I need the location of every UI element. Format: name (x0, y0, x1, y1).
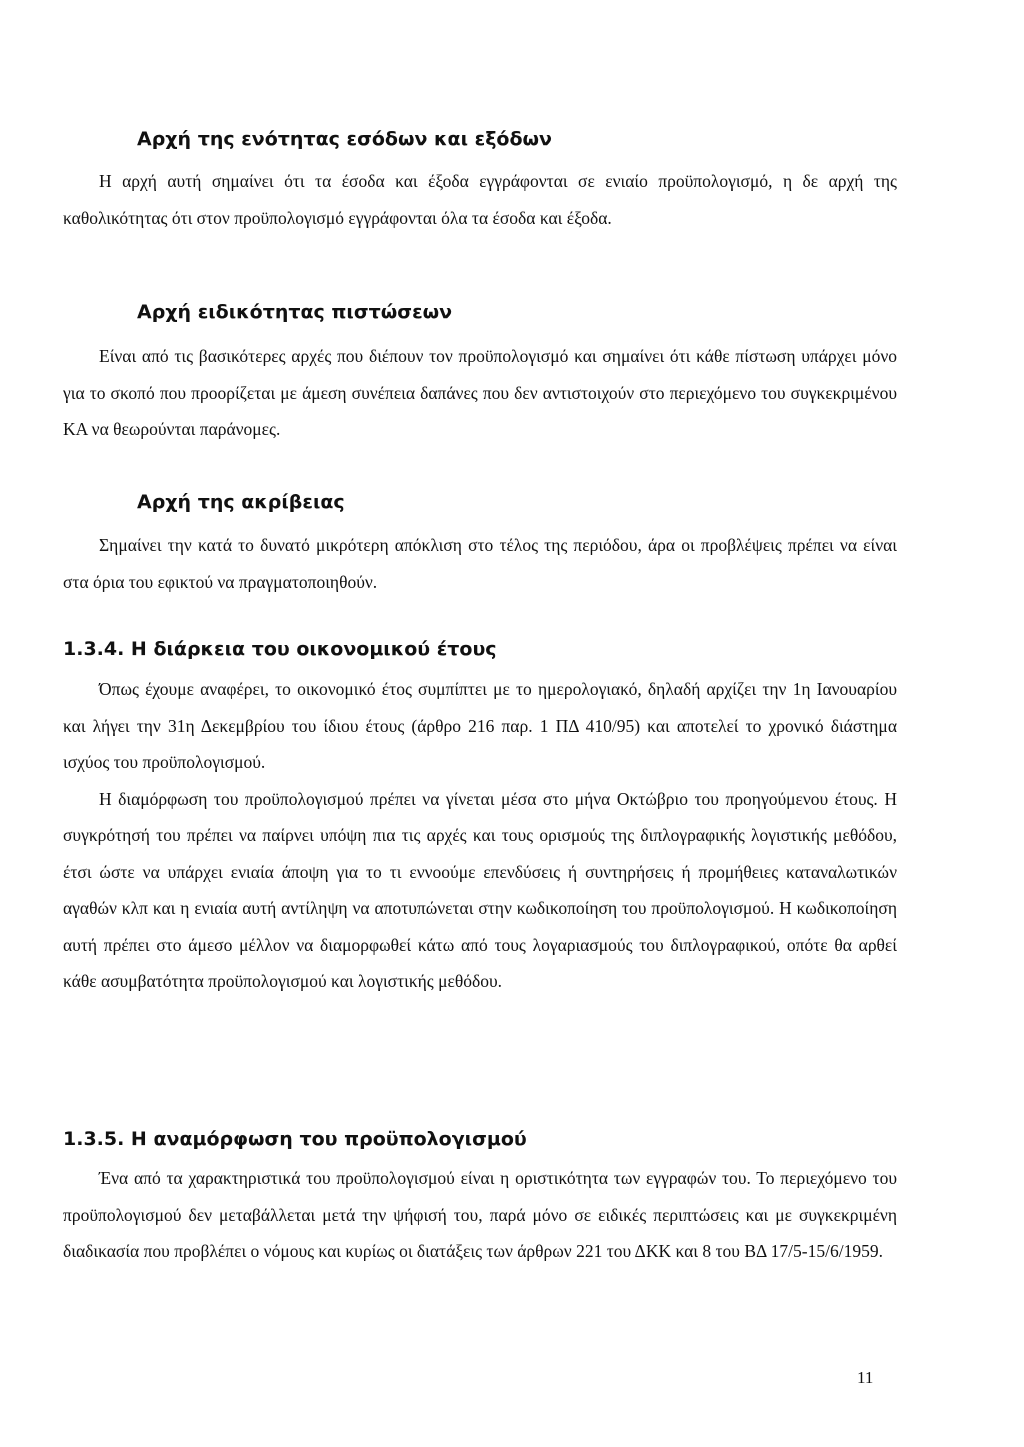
section-heading: 1.3.4. Η διάρκεια του οικονομικού έτους (63, 638, 497, 660)
page-number: 11 (857, 1368, 874, 1387)
section-heading: Αρχή της ενότητας εσόδων και εξόδων (137, 128, 552, 150)
section-heading: 1.3.5. Η αναμόρφωση του προϋπολογισμού (63, 1128, 527, 1150)
paragraph: Ένα από τα χαρακτηριστικά του προϋπολογισμού είναι η οριστικότητα των εγγραφών του. Το περιεχόμενο του προϋπολογισμού δεν μεταβάλλεται μετά την ψήφισή του, παρά μόνο σε ειδικές περιπτώσεις και με συγκεκριμένη διαδικασία που προβλέπει ο νόμους και κυρίως οι διατάξεις των άρθρων 221 του ΔΚΚ και 8 του ΒΔ 17/5-15/6/1959. (63, 1168, 897, 1261)
paragraph: Η διαμόρφωση του προϋπολογισμού πρέπει να γίνεται μέσα στο μήνα Οκτώβριο του προηγούμενου έτους. Η συγκρότησή του πρέπει να παίρνει υπόψη πια τις αρχές και τους ορισμούς της διπλογραφικής λογιστικής μεθόδου, έτσι ώστε να υπάρχει ενιαία άποψη για το τι εννοούμε επενδύσεις ή συντηρήσεις ή προμήθειες καταναλωτικών αγαθών κλπ και η ενιαία αυτή αντίληψη να αποτυπώνεται στην κωδικοποίηση του προϋπολογισμού. Η κωδικοποίηση αυτή πρέπει στο άμεσο μέλλον να διαμορφωθεί κάτω από τους λογαριασμούς του διπλογραφικού, οπότε θα αρθεί κάθε ασυμβατότητα προϋπολογισμού και λογιστικής μεθόδου. (63, 788, 897, 991)
paragraph: Σημαίνει την κατά το δυνατό μικρότερη απόκλιση στο τέλος της περιόδου, άρα οι προβλέψεις πρέπει να είναι στα όρια του εφικτού να πραγματοποιηθούν. (63, 535, 897, 592)
paragraph: Όπως έχουμε αναφέρει, το οικονομικό έτος συμπίπτει με το ημερολογιακό, δηλαδή αρχίζει την 1η Ιανουαρίου και λήγει την 31η Δεκεμβρίου του ίδιου έτους (άρθρο 216 παρ. 1 ΠΔ 410/95) και αποτελεί το χρονικό διάστημα ισχύος του προϋπολογισμού. (63, 679, 897, 772)
section-reform (63, 1127, 897, 1151)
section-fiscal-year-body (63, 671, 897, 1000)
section-specificity-body (63, 338, 897, 448)
section-accuracy-body (63, 527, 897, 600)
section-accuracy (137, 490, 897, 514)
section-specificity (137, 300, 897, 324)
section-reform-body (63, 1160, 897, 1270)
section-heading: Αρχή ειδικότητας πιστώσεων (137, 301, 453, 323)
paragraph: Η αρχή αυτή σημαίνει ότι τα έσοδα και έξοδα εγγράφονται σε ενιαίο προϋπολογισμό, η δε αρχή της καθολικότητας ότι στον προϋπολογισμό εγγράφονται όλα τα έσοδα και έξοδα. (63, 171, 897, 228)
section-heading: Αρχή της ακρίβειας (137, 491, 345, 513)
paragraph: Είναι από τις βασικότερες αρχές που διέπουν τον προϋπολογισμό και σημαίνει ότι κάθε πίστωση υπάρχει μόνο για το σκοπό που προορίζεται με άμεση συνέπεια δαπάνες που δεν αντιστοιχούν στο περιεχόμενο του συγκεκριμένου ΚΑ να θεωρούνται παράνομες. (63, 346, 897, 439)
section-unity-body (63, 163, 897, 236)
section-fiscal-year (63, 637, 897, 661)
section-unity (137, 127, 897, 151)
